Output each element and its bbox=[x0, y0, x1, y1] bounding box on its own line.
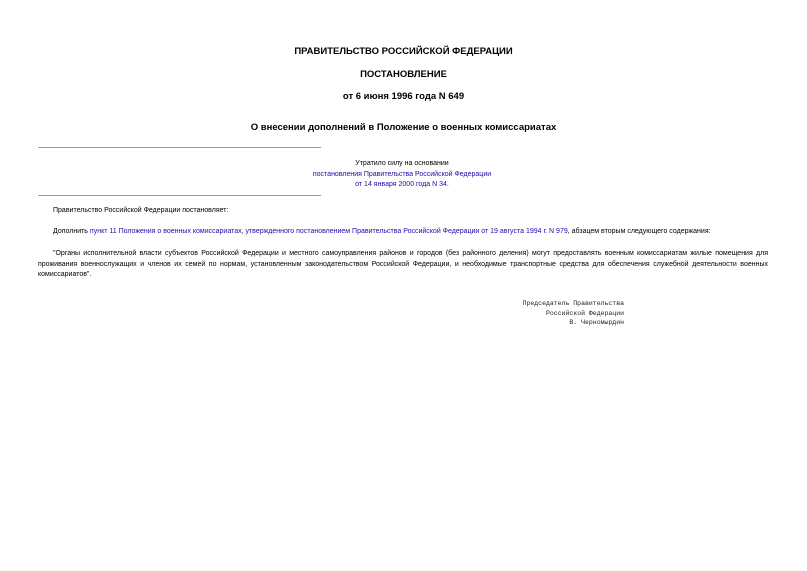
amendment-suffix: , абзацем вторым следующего содержания: bbox=[567, 228, 711, 235]
divider-top bbox=[38, 147, 321, 148]
issuing-authority: ПРАВИТЕЛЬСТВО РОССИЙСКОЙ ФЕДЕРАЦИИ bbox=[294, 46, 513, 57]
signature-block bbox=[470, 299, 624, 328]
signatory-body: Российской Федерации bbox=[545, 309, 624, 317]
signatory-name: В. Черномырдин bbox=[569, 319, 624, 326]
quoted-addition-paragraph: "Органы исполнительной власти субъектов Российской Федерации и местного самоуправления районов и городов (без районного деления) могут предоставлять военным комиссариатам жилые помещения для проживания военнослужащих и членов их семей по нормам, установленным законодательством Российской Федерации, и необходимые транспортные средства для обеспечения служебной деятельности военных комиссариатов". bbox=[38, 250, 768, 278]
document-date-number: от 6 июня 1996 года N 649 bbox=[342, 91, 465, 102]
repeal-notice-text: Утратило силу на основании bbox=[355, 160, 449, 167]
repeal-decree-date-link[interactable]: от 14 января 2000 года N 34. bbox=[355, 181, 449, 188]
intro-paragraph: Правительство Российской Федерации постановляет: bbox=[53, 207, 229, 214]
document-title: О внесении дополнений в Положение о военных комиссариатах bbox=[250, 122, 557, 133]
repeal-notice bbox=[302, 159, 502, 191]
document-type: ПОСТАНОВЛЕНИЕ bbox=[360, 69, 447, 80]
signatory-position: Председатель Правительства bbox=[522, 300, 624, 307]
divider-bottom bbox=[38, 195, 321, 196]
amendment-prefix: Дополнить bbox=[53, 228, 90, 235]
repeal-decree-link[interactable]: постановления Правительства Российской Федерации bbox=[312, 170, 492, 178]
amendment-paragraph bbox=[53, 227, 773, 238]
regulation-item-11-link[interactable]: пункт 11 Положения о военных комиссариатах, утвержденного постановлением Правительства Российской Федерации от 19 августа 1994 г. N 979 bbox=[89, 228, 568, 235]
